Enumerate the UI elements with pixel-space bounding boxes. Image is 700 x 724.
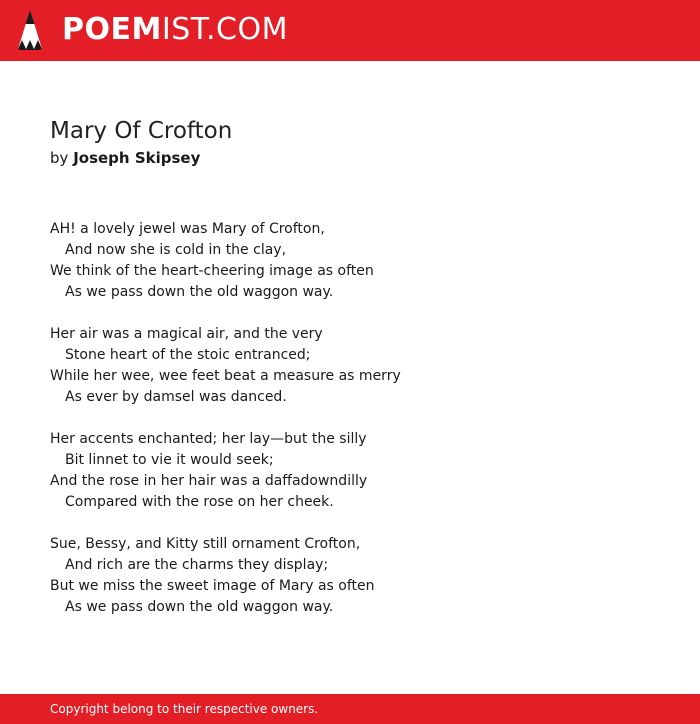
poem-line: And rich are the charms they display; [65,557,329,573]
poem-byline [50,146,650,170]
poem-line: And now she is cold in the clay, [65,242,287,258]
by-label: by [50,149,69,167]
stanza [50,429,650,513]
poem-line: But we miss the sweet image of Mary as often [50,578,375,594]
poem-line: We think of the heart-cheering image as often [50,263,374,279]
pencil-icon [17,9,43,51]
poem-line: Bit linnet to vie it would seek; [65,452,274,468]
poem-line: AH! a lovely jewel was Mary of Crofton, [50,221,325,237]
poem-title: Mary Of Crofton [50,118,233,144]
stanza [50,219,650,303]
stanza [50,534,650,618]
poem-line: As ever by damsel was danced. [65,389,287,405]
poem-line: And the rose in her hair was a daffadowndilly [50,473,368,489]
poem-line: As we pass down the old waggon way. [65,599,334,615]
poem-header [50,116,650,170]
site-logo-text [62,11,288,49]
poem-body [50,219,650,639]
site-footer [0,694,700,724]
logo-bold-text: POEM [62,12,162,47]
poem-line: Stone heart of the stoic entranced; [65,347,311,363]
poem-line: Compared with the rose on her cheek. [65,494,334,510]
poem-line: Her accents enchanted; her lay—but the silly [50,431,367,447]
logo-light-text: IST.COM [161,12,288,47]
stanza [50,324,650,408]
author-name: Joseph Skipsey [73,149,201,167]
poem-line: Sue, Bessy, and Kitty still ornament Crofton, [50,536,361,552]
site-header [0,0,700,61]
copyright-text: Copyright belong to their respective owners. [50,702,319,716]
poem-line: While her wee, wee feet beat a measure as merry [50,368,401,384]
poem-line: Her air was a magical air, and the very [50,326,323,342]
poem-line: As we pass down the old waggon way. [65,284,334,300]
